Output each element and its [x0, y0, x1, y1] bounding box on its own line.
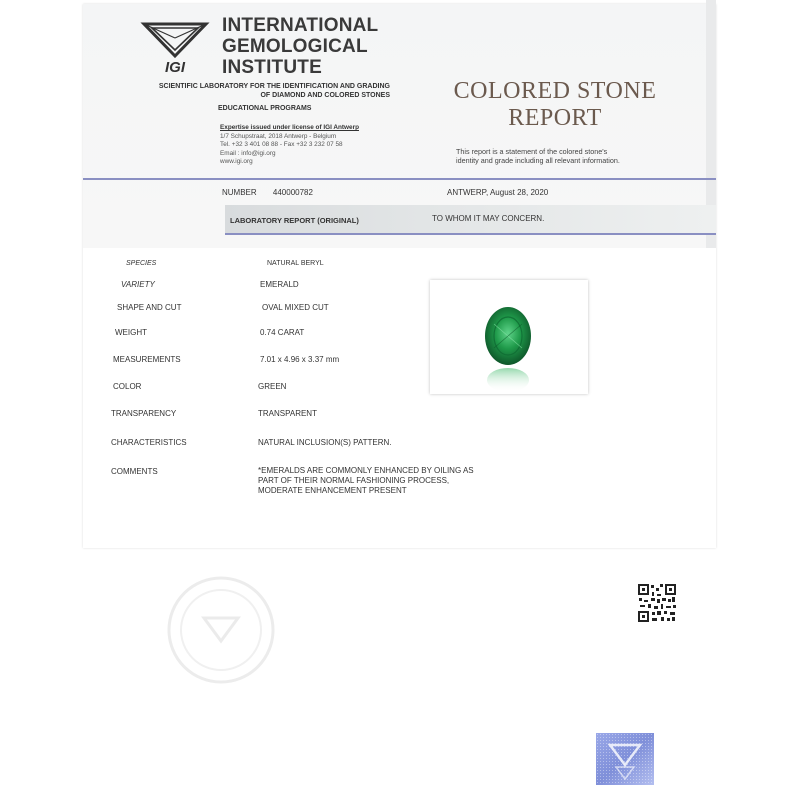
report-title: [440, 78, 670, 132]
number-value: 440000782: [272, 188, 313, 197]
phone-fax: Tel. +32 3 401 08 88 - Fax +32 3 232 07 58: [220, 141, 343, 149]
hologram-sticker-icon: [596, 733, 654, 785]
comment-line: PART OF THEIR NORMAL FASHIONING PROCESS,: [258, 476, 450, 485]
address: 1/7 Schupstraat, 2018 Antwerp - Belgium: [220, 132, 337, 140]
weight-label: WEIGHT: [115, 328, 147, 337]
band-divider: [225, 233, 716, 235]
subtitle-line: OF DIAMOND AND COLORED STONES: [260, 92, 390, 99]
species-label: SPECIES: [126, 260, 157, 267]
measurements-label: MEASUREMENTS: [113, 355, 181, 364]
institute-name: [222, 15, 378, 78]
addressee: TO WHOM IT MAY CONCERN.: [432, 214, 545, 223]
color-label: COLOR: [113, 382, 142, 391]
institute-subtitle: [120, 82, 390, 100]
lab-report-label: LABORATORY REPORT (ORIGINAL): [230, 216, 359, 225]
comment-line: *EMERALDS ARE COMMONLY ENHANCED BY OILING AS: [258, 466, 474, 475]
comment-line: MODERATE ENHANCEMENT PRESENT: [258, 486, 407, 495]
shape-label: SHAPE AND CUT: [117, 303, 182, 312]
website: www.igi.org: [220, 158, 253, 166]
issue-place-date: ANTWERP, August 28, 2020: [447, 188, 549, 197]
embossed-seal-icon: [164, 573, 279, 688]
species-value: NATURAL BERYL: [267, 260, 324, 267]
color-value: GREEN: [258, 382, 287, 391]
subtitle-line: SCIENTIFIC LABORATORY FOR THE IDENTIFICATION AND GRADING: [158, 83, 390, 90]
transparency-label: TRANSPARENCY: [111, 409, 177, 418]
characteristics-value: NATURAL INCLUSION(S) PATTERN.: [258, 438, 392, 447]
weight-value: 0.74 CARAT: [260, 328, 305, 337]
report-number: [222, 188, 313, 197]
institute-line: GEMOLOGICAL: [222, 36, 368, 57]
logo-text: IGI: [164, 59, 186, 74]
characteristics-label: CHARACTERISTICS: [111, 438, 187, 447]
description-line: identity and grade including all relevant information.: [456, 156, 620, 165]
comments-label: COMMENTS: [111, 467, 158, 476]
results-panel: [83, 248, 716, 548]
qr-code-icon: [637, 583, 677, 623]
report-description: [456, 147, 666, 165]
header-divider: [83, 178, 716, 180]
license-heading: Expertise issued under license of IGI Antwerp: [220, 124, 359, 131]
educational-programs: EDUCATIONAL PROGRAMS: [218, 105, 312, 112]
measurements-value: 7.01 x 4.96 x 3.37 mm: [260, 355, 340, 364]
institute-line: INSTITUTE: [222, 57, 322, 78]
variety-value: EMERALD: [260, 280, 299, 289]
gem-photo: [430, 280, 588, 394]
variety-label: VARIETY: [121, 280, 155, 289]
report-title-line: COLORED STONE: [453, 78, 657, 104]
igi-diamond-logo-icon: [140, 18, 210, 74]
report-title-line: REPORT: [508, 105, 602, 131]
comments-value: [258, 466, 518, 496]
shape-value: OVAL MIXED CUT: [262, 303, 329, 312]
number-label: NUMBER: [222, 188, 257, 197]
email: Email : info@igi.org: [220, 149, 276, 157]
emerald-gem-icon: [430, 280, 588, 394]
transparency-value: TRANSPARENT: [258, 409, 317, 418]
license-block: [220, 124, 359, 167]
description-line: This report is a statement of the colored stone's: [456, 147, 608, 156]
institute-line: INTERNATIONAL: [222, 15, 379, 36]
